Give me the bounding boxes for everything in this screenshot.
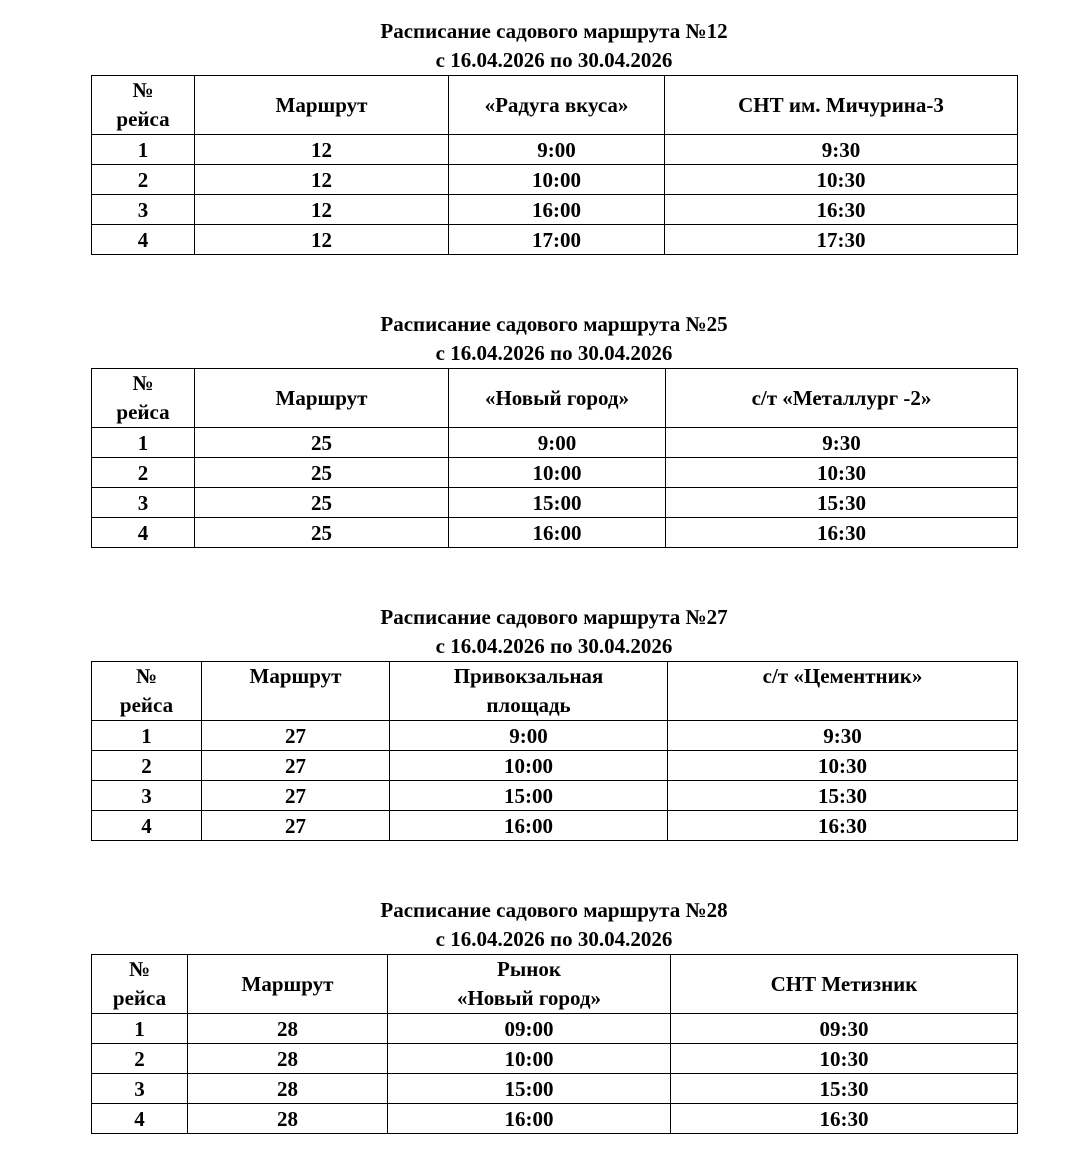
table-row xyxy=(92,518,1018,548)
departure-time: 9:00 xyxy=(449,135,665,165)
schedule-route-27 xyxy=(91,603,1017,841)
table-row xyxy=(92,1014,1018,1044)
departure-time: 9:00 xyxy=(449,428,666,458)
table-row xyxy=(92,1074,1018,1104)
trip-number: 1 xyxy=(92,428,195,458)
schedule-title: Расписание садового маршрута №25 xyxy=(380,312,728,336)
arrival-time: 10:30 xyxy=(668,751,1018,781)
table-header-row xyxy=(92,76,1018,135)
header-route: Маршрут xyxy=(188,955,388,1014)
departure-time: 15:00 xyxy=(390,781,668,811)
table-row xyxy=(92,458,1018,488)
table-row xyxy=(92,165,1018,195)
table-row xyxy=(92,135,1018,165)
schedule-table xyxy=(91,368,1018,548)
header-trip-number: № рейса xyxy=(92,369,195,428)
trip-number: 4 xyxy=(92,225,195,255)
trip-number: 3 xyxy=(92,195,195,225)
schedule-period: с 16.04.2026 по 30.04.2026 xyxy=(435,341,673,365)
schedule-period: с 16.04.2026 по 30.04.2026 xyxy=(435,48,673,72)
header-arrival-stop: СНТ им. Мичурина-3 xyxy=(665,76,1018,135)
schedule-period: с 16.04.2026 по 30.04.2026 xyxy=(435,634,673,658)
route-number: 27 xyxy=(202,721,390,751)
schedule-period: с 16.04.2026 по 30.04.2026 xyxy=(435,927,673,951)
arrival-time: 16:30 xyxy=(666,518,1018,548)
table-header-row xyxy=(92,662,1018,721)
header-arrival-stop: СНТ Метизник xyxy=(671,955,1018,1014)
arrival-time: 17:30 xyxy=(665,225,1018,255)
header-departure-stop: Рынок «Новый город» xyxy=(388,955,671,1014)
arrival-time: 09:30 xyxy=(671,1014,1018,1044)
route-number: 25 xyxy=(195,458,449,488)
header-trip-number: № рейса xyxy=(92,955,188,1014)
route-number: 28 xyxy=(188,1104,388,1134)
departure-time: 09:00 xyxy=(388,1014,671,1044)
header-route: Маршрут xyxy=(202,662,390,721)
header-trip-number: № рейса xyxy=(92,76,195,135)
schedule-title: Расписание садового маршрута №28 xyxy=(380,898,728,922)
header-route: Маршрут xyxy=(195,369,449,428)
trip-number: 4 xyxy=(92,1104,188,1134)
route-number: 12 xyxy=(195,195,449,225)
route-number: 27 xyxy=(202,781,390,811)
schedule-title: Расписание садового маршрута №27 xyxy=(380,605,728,629)
header-departure-stop: «Новый город» xyxy=(449,369,666,428)
route-number: 25 xyxy=(195,518,449,548)
trip-number: 1 xyxy=(92,721,202,751)
arrival-time: 16:30 xyxy=(671,1104,1018,1134)
schedule-table xyxy=(91,75,1018,255)
route-number: 12 xyxy=(195,165,449,195)
header-route: Маршрут xyxy=(195,76,449,135)
arrival-time: 9:30 xyxy=(666,428,1018,458)
route-number: 28 xyxy=(188,1014,388,1044)
arrival-time: 15:30 xyxy=(668,781,1018,811)
arrival-time: 9:30 xyxy=(665,135,1018,165)
schedule-title: Расписание садового маршрута №12 xyxy=(380,19,728,43)
table-row xyxy=(92,781,1018,811)
arrival-time: 15:30 xyxy=(671,1074,1018,1104)
departure-time: 10:00 xyxy=(388,1044,671,1074)
trip-number: 3 xyxy=(92,781,202,811)
arrival-time: 10:30 xyxy=(665,165,1018,195)
departure-time: 16:00 xyxy=(388,1104,671,1134)
schedule-table xyxy=(91,954,1018,1134)
table-header-row xyxy=(92,369,1018,428)
trip-number: 2 xyxy=(92,1044,188,1074)
trip-number: 3 xyxy=(92,1074,188,1104)
table-row xyxy=(92,751,1018,781)
arrival-time: 10:30 xyxy=(671,1044,1018,1074)
schedule-route-28 xyxy=(91,896,1017,1134)
departure-time: 10:00 xyxy=(449,458,666,488)
route-number: 27 xyxy=(202,811,390,841)
table-row xyxy=(92,488,1018,518)
schedule-route-12 xyxy=(91,17,1017,255)
route-number: 27 xyxy=(202,751,390,781)
departure-time: 16:00 xyxy=(390,811,668,841)
table-row xyxy=(92,195,1018,225)
schedule-table xyxy=(91,661,1018,841)
table-row xyxy=(92,428,1018,458)
table-row xyxy=(92,721,1018,751)
departure-time: 16:00 xyxy=(449,195,665,225)
header-trip-number: № рейса xyxy=(92,662,202,721)
arrival-time: 15:30 xyxy=(666,488,1018,518)
trip-number: 1 xyxy=(92,135,195,165)
departure-time: 10:00 xyxy=(390,751,668,781)
trip-number: 3 xyxy=(92,488,195,518)
header-departure-stop: «Радуга вкуса» xyxy=(449,76,665,135)
departure-time: 15:00 xyxy=(449,488,666,518)
arrival-time: 16:30 xyxy=(668,811,1018,841)
departure-time: 15:00 xyxy=(388,1074,671,1104)
route-number: 25 xyxy=(195,428,449,458)
departure-time: 17:00 xyxy=(449,225,665,255)
table-row xyxy=(92,225,1018,255)
table-header-row xyxy=(92,955,1018,1014)
header-arrival-stop: с/т «Цементник» xyxy=(668,662,1018,721)
trip-number: 4 xyxy=(92,518,195,548)
departure-time: 16:00 xyxy=(449,518,666,548)
trip-number: 2 xyxy=(92,751,202,781)
trip-number: 2 xyxy=(92,165,195,195)
trip-number: 2 xyxy=(92,458,195,488)
arrival-time: 10:30 xyxy=(666,458,1018,488)
header-arrival-stop: с/т «Металлург -2» xyxy=(666,369,1018,428)
route-number: 25 xyxy=(195,488,449,518)
departure-time: 10:00 xyxy=(449,165,665,195)
route-number: 28 xyxy=(188,1044,388,1074)
route-number: 12 xyxy=(195,135,449,165)
arrival-time: 16:30 xyxy=(665,195,1018,225)
arrival-time: 9:30 xyxy=(668,721,1018,751)
table-row xyxy=(92,1104,1018,1134)
header-departure-stop: Привокзальная площадь xyxy=(390,662,668,721)
table-row xyxy=(92,811,1018,841)
trip-number: 4 xyxy=(92,811,202,841)
route-number: 12 xyxy=(195,225,449,255)
trip-number: 1 xyxy=(92,1014,188,1044)
schedule-route-25 xyxy=(91,310,1017,548)
table-row xyxy=(92,1044,1018,1074)
departure-time: 9:00 xyxy=(390,721,668,751)
route-number: 28 xyxy=(188,1074,388,1104)
